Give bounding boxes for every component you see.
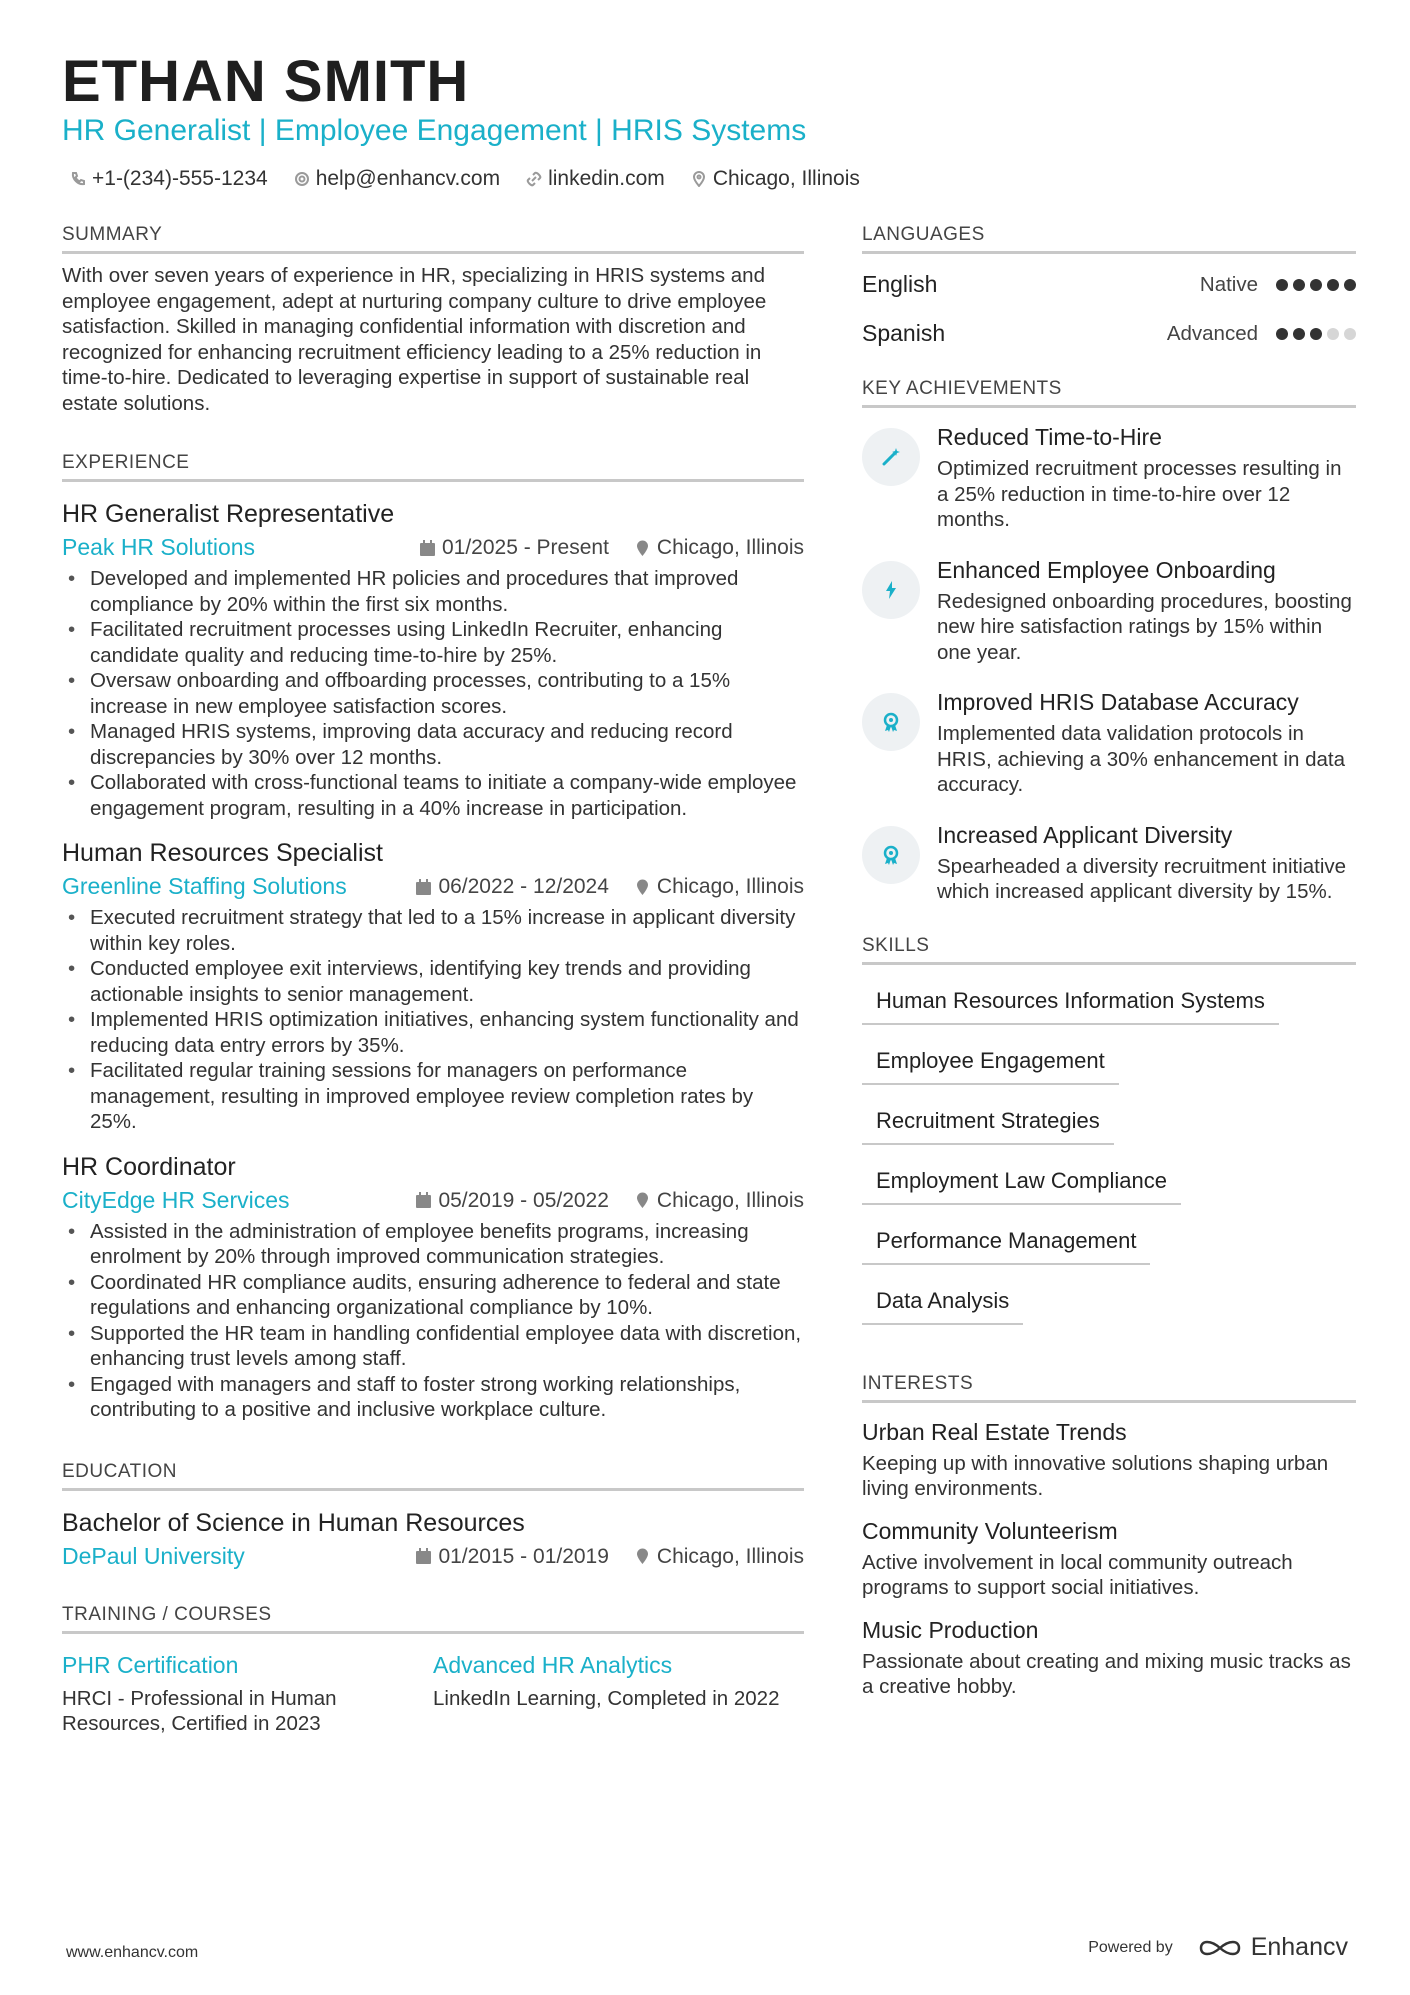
- calendar-icon: [416, 879, 431, 895]
- footer-branding: [1088, 1933, 1348, 1962]
- link-icon: [526, 171, 542, 187]
- location-pin-icon: [635, 1548, 650, 1564]
- job-bullets: [62, 905, 804, 1135]
- interest-item: [862, 1516, 1356, 1601]
- job-bullet: • Collaborated with cross-functional teams to initiate a company-wide employee engagement program, resulting in a 40% increase in participation.: [62, 770, 804, 821]
- interest-title: Music Production: [862, 1616, 1039, 1643]
- achievement-item: [862, 422, 1356, 533]
- interest-item: [862, 1417, 1356, 1502]
- achievement-description: Redesigned onboarding procedures, boosting new hire satisfaction ratings by 15% within one year.: [937, 589, 1352, 664]
- skills-section: [862, 935, 1356, 1339]
- training-heading: TRAINING / COURSES: [62, 1604, 804, 1634]
- job-bullet: • Executed recruitment strategy that led to a 15% increase in applicant diversity within key roles.: [62, 905, 804, 956]
- calendar-icon: [416, 1548, 431, 1564]
- interest-item: [862, 1615, 1356, 1700]
- skill-tag: Employment Law Compliance: [862, 1159, 1181, 1205]
- rating-dot-filled: [1276, 279, 1288, 291]
- location-pin-icon: [635, 540, 650, 556]
- calendar-icon: [416, 1192, 431, 1208]
- interest-description: Passionate about creating and mixing music tracks as a creative hobby.: [862, 1649, 1351, 1698]
- candidate-headline: HR Generalist | Employee Engagement | HRIS Systems: [62, 114, 807, 147]
- rating-dot-filled: [1293, 328, 1305, 340]
- rating-dot-empty: [1327, 328, 1339, 340]
- skill-tag: Performance Management: [862, 1219, 1150, 1265]
- education-heading: EDUCATION: [62, 1461, 804, 1491]
- rating-dot-filled: [1276, 328, 1288, 340]
- job-bullet: • Coordinated HR compliance audits, ensuring adherence to federal and state regulations and enhancing organizational compliance by 10%.: [62, 1270, 804, 1321]
- training-section: [62, 1604, 804, 1736]
- phone-icon: [70, 171, 86, 187]
- company-name: Peak HR Solutions: [62, 534, 256, 560]
- interest-description: Keeping up with innovative solutions shaping urban living environments.: [862, 1451, 1329, 1500]
- contact-phone-text: +1-(234)-555-1234: [92, 167, 268, 190]
- enhancv-logo-icon: [1197, 1936, 1243, 1960]
- summary-heading: SUMMARY: [62, 224, 804, 254]
- languages-section: [862, 224, 1356, 358]
- achievement-title: Increased Applicant Diversity: [937, 821, 1233, 848]
- language-rating: [1276, 328, 1356, 340]
- achievement-item: [862, 555, 1356, 666]
- contact-phone[interactable]: [70, 167, 268, 191]
- achievement-description: Spearheaded a diversity recruitment initiative which increased applicant diversity by 15%.: [937, 854, 1347, 903]
- job-bullet: • Implemented HRIS optimization initiatives, enhancing system functionality and reducing data entry errors by 35%.: [62, 1007, 804, 1058]
- at-icon: [294, 171, 310, 187]
- course-entry: [62, 1650, 433, 1736]
- award-icon: [862, 693, 920, 751]
- magic-wand-icon: [862, 428, 920, 486]
- award-icon: [862, 826, 920, 884]
- contact-email[interactable]: [294, 167, 500, 191]
- job-bullet: • Facilitated regular training sessions for managers on performance management, resulting in improved employee review completion rates by 25%.: [62, 1058, 804, 1135]
- rating-dot-filled: [1310, 328, 1322, 340]
- summary-text: With over seven years of experience in HR, specializing in HRIS systems and employee engagement, adept at nurturing company culture to drive employee satisfaction. Skilled in managing confidential information with discretion and recognized for enhancing recruitment efficiency leading to a 25% reduction in time-to-hire. Dedicated to leveraging expertise in support of sustainable real estate solutions.: [62, 264, 767, 415]
- course-title: PHR Certification: [62, 1651, 239, 1678]
- job-bullets: [62, 566, 804, 821]
- location-pin-icon: [691, 171, 707, 187]
- languages-heading: LANGUAGES: [862, 224, 1356, 254]
- school-name: DePaul University: [62, 1542, 245, 1569]
- language-name: English: [862, 271, 938, 297]
- contact-email-text: help@enhancv.com: [315, 167, 501, 190]
- achievements-heading: KEY ACHIEVEMENTS: [862, 378, 1356, 408]
- powered-by-label: Powered by: [1088, 1938, 1173, 1956]
- job-entry: [62, 838, 804, 1135]
- job-location: Chicago, Illinois: [656, 1188, 804, 1212]
- candidate-name: ETHAN SMITH: [62, 49, 470, 114]
- achievement-item: [862, 687, 1356, 798]
- rating-dot-filled: [1327, 279, 1339, 291]
- calendar-icon: [420, 540, 435, 556]
- language-level: Native: [1199, 272, 1258, 296]
- achievement-title: Enhanced Employee Onboarding: [937, 556, 1276, 583]
- job-entry: [62, 1152, 804, 1423]
- rating-dot-filled: [1344, 279, 1356, 291]
- job-location: Chicago, Illinois: [656, 536, 804, 559]
- achievement-item: [862, 820, 1356, 905]
- right-column: [862, 224, 1356, 1700]
- skill-tag: Employee Engagement: [862, 1039, 1119, 1085]
- achievement-description: Optimized recruitment processes resulting in a 25% reduction in time-to-hire over 12 months.: [937, 457, 1342, 531]
- job-title: Human Resources Specialist: [62, 839, 383, 867]
- job-title: HR Generalist Representative: [62, 500, 395, 528]
- location-pin-icon: [635, 1192, 650, 1208]
- achievements-section: [862, 378, 1356, 905]
- summary-section: [62, 224, 804, 416]
- education-location: Chicago, Illinois: [656, 1544, 804, 1568]
- achievement-description: Implemented data validation protocols in HRIS, achieving a 30% enhancement in data accuracy.: [937, 722, 1345, 796]
- achievement-title: Improved HRIS Database Accuracy: [937, 689, 1299, 715]
- job-bullet: • Managed HRIS systems, improving data accuracy and reducing record discrepancies by 30% over 12 months.: [62, 719, 804, 770]
- experience-heading: EXPERIENCE: [62, 452, 804, 482]
- contact-linkedin[interactable]: [526, 167, 665, 191]
- interest-description: Active involvement in local community outreach programs to support social initiatives.: [862, 1550, 1293, 1599]
- left-column: [62, 224, 804, 1736]
- job-bullet: • Facilitated recruitment processes using LinkedIn Recruiter, enhancing candidate quality and reducing time-to-hire by 25%.: [62, 617, 804, 668]
- footer-website-link[interactable]: www.enhancv.com: [66, 1944, 199, 1961]
- education-entry: [62, 1508, 804, 1570]
- job-bullet: • Developed and implemented HR policies and procedures that improved compliance by 20% within the first six months.: [62, 566, 804, 617]
- job-bullet: • Assisted in the administration of employee benefits programs, increasing enrolment by 20% through improved communication strategies.: [62, 1219, 804, 1270]
- course-entry: [433, 1650, 804, 1736]
- skill-tag: Recruitment Strategies: [862, 1099, 1114, 1145]
- lightning-icon: [862, 561, 920, 619]
- language-row: [862, 260, 1356, 309]
- interests-section: [862, 1373, 1356, 1700]
- job-title: HR Coordinator: [62, 1152, 236, 1181]
- course-title: Advanced HR Analytics: [433, 1651, 673, 1678]
- language-rating: [1276, 279, 1356, 291]
- contact-location: [691, 167, 860, 191]
- education-section: [62, 1461, 804, 1570]
- skills-heading: SKILLS: [862, 935, 1356, 965]
- job-entry: [62, 499, 804, 821]
- job-bullet: • Conducted employee exit interviews, identifying key trends and providing actionable insights to senior management.: [62, 956, 804, 1007]
- contact-bar: [70, 167, 860, 191]
- skill-tag: Human Resources Information Systems: [862, 979, 1279, 1025]
- language-level: Advanced: [1166, 321, 1258, 345]
- job-dates: 01/2025 - Present: [441, 536, 609, 559]
- job-location: Chicago, Illinois: [656, 875, 804, 898]
- language-row: [862, 309, 1356, 358]
- company-name: Greenline Staffing Solutions: [62, 873, 347, 899]
- contact-location-text: Chicago, Illinois: [712, 167, 860, 190]
- interests-heading: INTERESTS: [862, 1373, 1356, 1403]
- rating-dot-filled: [1310, 279, 1322, 291]
- language-name: Spanish: [862, 320, 946, 346]
- interest-title: Community Volunteerism: [862, 1517, 1118, 1544]
- achievement-title: Reduced Time-to-Hire: [937, 424, 1162, 450]
- course-description: LinkedIn Learning, Completed in 2022: [433, 1686, 780, 1710]
- rating-dot-filled: [1293, 279, 1305, 291]
- rating-dot-empty: [1344, 328, 1356, 340]
- location-pin-icon: [635, 879, 650, 895]
- company-name: CityEdge HR Services: [62, 1186, 290, 1213]
- job-bullet: • Supported the HR team in handling confidential employee data with discretion, enhancing trust levels among staff.: [62, 1321, 804, 1372]
- experience-section: [62, 452, 804, 1423]
- job-bullet: • Oversaw onboarding and offboarding processes, contributing to a 15% increase in new employee satisfaction scores.: [62, 668, 804, 719]
- interest-title: Urban Real Estate Trends: [862, 1418, 1127, 1445]
- course-description: HRCI - Professional in Human Resources, Certified in 2023: [62, 1686, 337, 1735]
- job-bullet: • Engaged with managers and staff to foster strong working relationships, contributing to a positive and inclusive workplace culture.: [62, 1372, 804, 1423]
- job-bullets: [62, 1219, 804, 1423]
- degree-title: Bachelor of Science in Human Resources: [62, 1508, 525, 1537]
- job-dates: 06/2022 - 12/2024: [438, 875, 609, 898]
- education-dates: 01/2015 - 01/2019: [438, 1544, 609, 1568]
- contact-linkedin-text: linkedin.com: [548, 167, 665, 190]
- brand-logo[interactable]: [1197, 1933, 1348, 1962]
- job-dates: 05/2019 - 05/2022: [438, 1188, 609, 1212]
- brand-name: Enhancv: [1250, 1933, 1348, 1961]
- skill-tag: Data Analysis: [862, 1279, 1023, 1325]
